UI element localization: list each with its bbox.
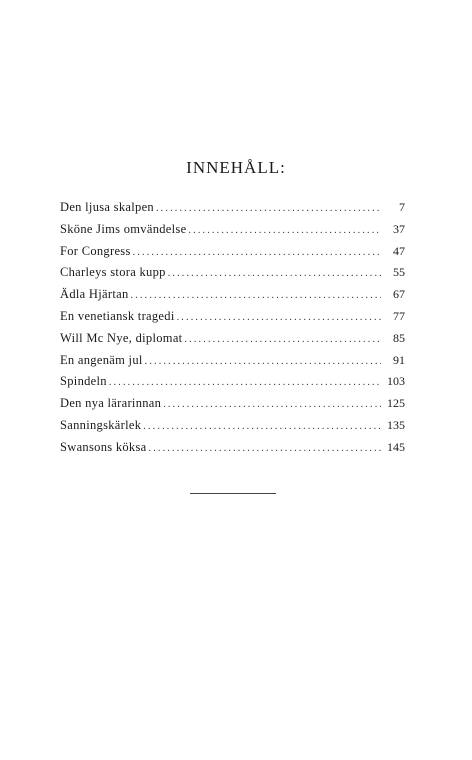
table-of-contents xyxy=(60,197,405,459)
toc-entry-page: 77 xyxy=(393,308,405,323)
toc-leader-dots xyxy=(131,285,381,307)
toc-entry xyxy=(60,328,405,350)
toc-leader-dots xyxy=(177,307,381,329)
toc-entry-page: 7 xyxy=(399,200,405,214)
toc-entry-page: 135 xyxy=(387,417,405,432)
toc-entry xyxy=(60,284,405,306)
toc-entry-page: 85 xyxy=(393,330,405,345)
toc-leader-dots xyxy=(184,329,381,351)
toc-leader-dots xyxy=(143,416,381,438)
toc-leader-dots xyxy=(168,263,381,285)
toc-entry xyxy=(60,262,405,284)
toc-entry xyxy=(60,197,405,219)
toc-entry-title: En angenäm jul xyxy=(60,352,143,367)
toc-entry-title: En venetiansk tragedi xyxy=(60,308,175,323)
toc-entry-page: 55 xyxy=(393,265,405,280)
toc-leader-dots xyxy=(149,438,382,460)
toc-entry xyxy=(60,219,405,241)
toc-leader-dots xyxy=(156,198,381,220)
toc-leader-dots xyxy=(188,220,381,242)
toc-entry-title: Ädla Hjärtan xyxy=(60,287,129,302)
toc-entry xyxy=(60,393,405,415)
toc-entry-page: 91 xyxy=(393,352,405,367)
toc-leader-dots xyxy=(133,242,381,264)
toc-entry xyxy=(60,371,405,393)
toc-entry-title: Sanningskärlek xyxy=(60,417,142,432)
toc-entry-page: 37 xyxy=(393,221,405,236)
toc-entry-page: 145 xyxy=(387,439,405,454)
toc-leader-dots xyxy=(145,351,381,373)
toc-entry-page: 67 xyxy=(393,287,405,302)
toc-entry-title: Charleys stora kupp xyxy=(60,265,166,280)
closing-rule xyxy=(190,493,276,494)
toc-leader-dots xyxy=(163,394,381,416)
toc-entry xyxy=(60,241,405,263)
toc-entry xyxy=(60,306,405,328)
toc-leader-dots xyxy=(109,372,381,394)
toc-entry-title: Den nya lärarinnan xyxy=(60,396,162,411)
toc-entry-page: 47 xyxy=(393,243,405,258)
toc-entry-title: Sköne Jims omvändelse xyxy=(60,221,187,236)
toc-entry-page: 125 xyxy=(387,396,405,411)
toc-entry-title: For Congress xyxy=(60,243,131,258)
toc-entry xyxy=(60,350,405,372)
page-title: INNEHÅLL: xyxy=(186,158,286,177)
toc-entry xyxy=(60,415,405,437)
toc-entry-page: 103 xyxy=(387,374,405,389)
toc-entry xyxy=(60,437,405,459)
toc-entry-title: Will Mc Nye, diplomat xyxy=(60,330,183,345)
toc-entry-title: Swansons köksa xyxy=(60,439,147,454)
toc-entry-title: Den ljusa skalpen xyxy=(60,200,154,214)
toc-entry-title: Spindeln xyxy=(60,374,107,389)
